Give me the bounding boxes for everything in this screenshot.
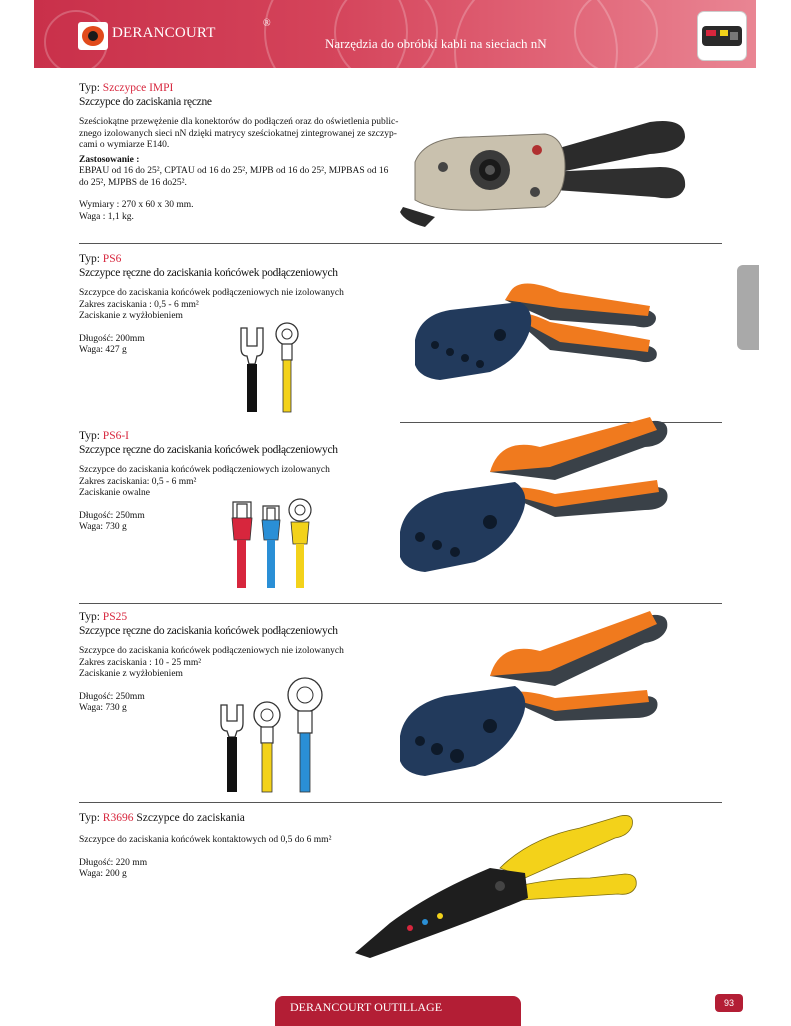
product-r3696 — [79, 812, 331, 881]
spec-line: Waga: 200 g — [79, 869, 127, 879]
type-label: Typ: — [79, 812, 100, 824]
spec-line: Długość: 200mm — [79, 333, 145, 344]
product-type-line — [79, 253, 344, 266]
description-line: Szczypce do zaciskania końcówek kontaktowych od 0,5 do 6 mm² — [79, 835, 332, 845]
footer-company: DERANCOURT OUTILLAGE — [290, 1000, 443, 1014]
description-line: Szczypce do zaciskania końcówek podłączeniowych izolowanych — [79, 465, 330, 475]
product-subtitle: Szczypce do zaciskania ręczne — [79, 96, 212, 108]
ps25-terminals-image — [215, 675, 325, 795]
description-line: Zaciskanie owalne — [79, 488, 150, 498]
product-code: Szczypce IMPI — [102, 82, 174, 94]
description-line: cami o wymiarze E140. — [79, 140, 170, 150]
spec-line: Waga: 730 g — [79, 522, 127, 532]
header-thumbnail-icon — [697, 11, 747, 61]
product-type-line — [79, 611, 344, 624]
product-code: PS6-I — [102, 430, 129, 442]
product-code: R3696 — [102, 812, 134, 824]
description-line: Zakres zaciskania : 0,5 - 6 mm² — [79, 299, 199, 310]
ps6-i-terminals-image — [225, 496, 320, 591]
product-impi — [79, 82, 398, 223]
application-line: EBPAU od 16 do 25², CPTAU od 16 do 25², MJPB od 16 do 25², MJPBAS od 16 — [79, 166, 389, 176]
ps6-crimper-image — [410, 260, 670, 400]
description-line: Zakres zaciskania : 10 - 25 mm² — [79, 657, 202, 668]
description-line: Zaciskanie z wyżłobieniem — [79, 669, 183, 679]
brand-name: DERANCOURT — [112, 25, 216, 41]
ps6-terminals-image — [235, 320, 305, 415]
page-title: Narzędzia do obróbki kabli na sieciach nN — [325, 36, 547, 51]
side-tab — [737, 265, 759, 350]
product-type-line — [79, 82, 398, 95]
description-line: Zaciskanie z wyżłobieniem — [79, 311, 183, 321]
product-type-line — [79, 812, 331, 825]
r3696-crimper-image — [350, 808, 640, 968]
type-label: Typ: — [79, 253, 100, 265]
spec-line: Waga: 427 g — [79, 345, 127, 355]
product-type-line — [79, 430, 338, 443]
spec-line: Długość: 220 mm — [79, 857, 148, 868]
description-line: Sześciokątne przewężenie dla konektorów do podłączeń oraz do oświetlenia public- — [79, 117, 399, 127]
logo-icon — [78, 22, 108, 50]
description-line: znego izolowanych sieci nN dzięki matrycy sześciokatnej zintegrowanej ze szczyp- — [79, 128, 397, 139]
application-line: do 25², MJPBS de 16 do25². — [79, 177, 187, 188]
impi-crimp-tool-image — [395, 112, 695, 232]
description-line: Szczypce do zaciskania końcówek podłączeniowych nie izolowanych — [79, 288, 344, 298]
product-subtitle: Szczypce ręczne do zaciskania końcówek podłączeniowych — [79, 267, 338, 279]
ps6-i-crimper-image — [395, 412, 675, 582]
ps25-crimper-image — [395, 606, 675, 786]
product-code: PS6 — [102, 253, 122, 265]
spec-line: Długość: 250mm — [79, 510, 145, 521]
section-divider — [79, 243, 722, 244]
spec-line: Długość: 250mm — [79, 691, 145, 702]
section-divider — [79, 802, 722, 803]
type-label: Typ: — [79, 82, 100, 94]
product-subtitle: Szczypce ręczne do zaciskania końcówek podłączeniowych — [79, 444, 338, 456]
page-number: 93 — [715, 994, 743, 1012]
type-label: Typ: — [79, 430, 100, 442]
spec-line: Waga: 730 g — [79, 703, 127, 713]
product-subtitle: Szczypce ręczne do zaciskania końcówek podłączeniowych — [79, 625, 338, 637]
type-label: Typ: — [79, 611, 100, 623]
description-line: Szczypce do zaciskania końcówek podłączeniowych nie izolowanych — [79, 646, 344, 656]
description-line: Zakres zaciskania: 0,5 - 6 mm² — [79, 476, 197, 487]
spec-line: Wymiary : 270 x 60 x 30 mm. — [79, 200, 194, 210]
product-code: PS25 — [102, 611, 128, 623]
section-divider — [79, 603, 722, 604]
application-label: Zastosowanie : — [79, 154, 140, 165]
spec-line: Waga : 1,1 kg. — [79, 211, 134, 222]
registered-mark: ® — [263, 18, 271, 29]
product-subtitle: Szczypce do zaciskania — [136, 812, 245, 824]
